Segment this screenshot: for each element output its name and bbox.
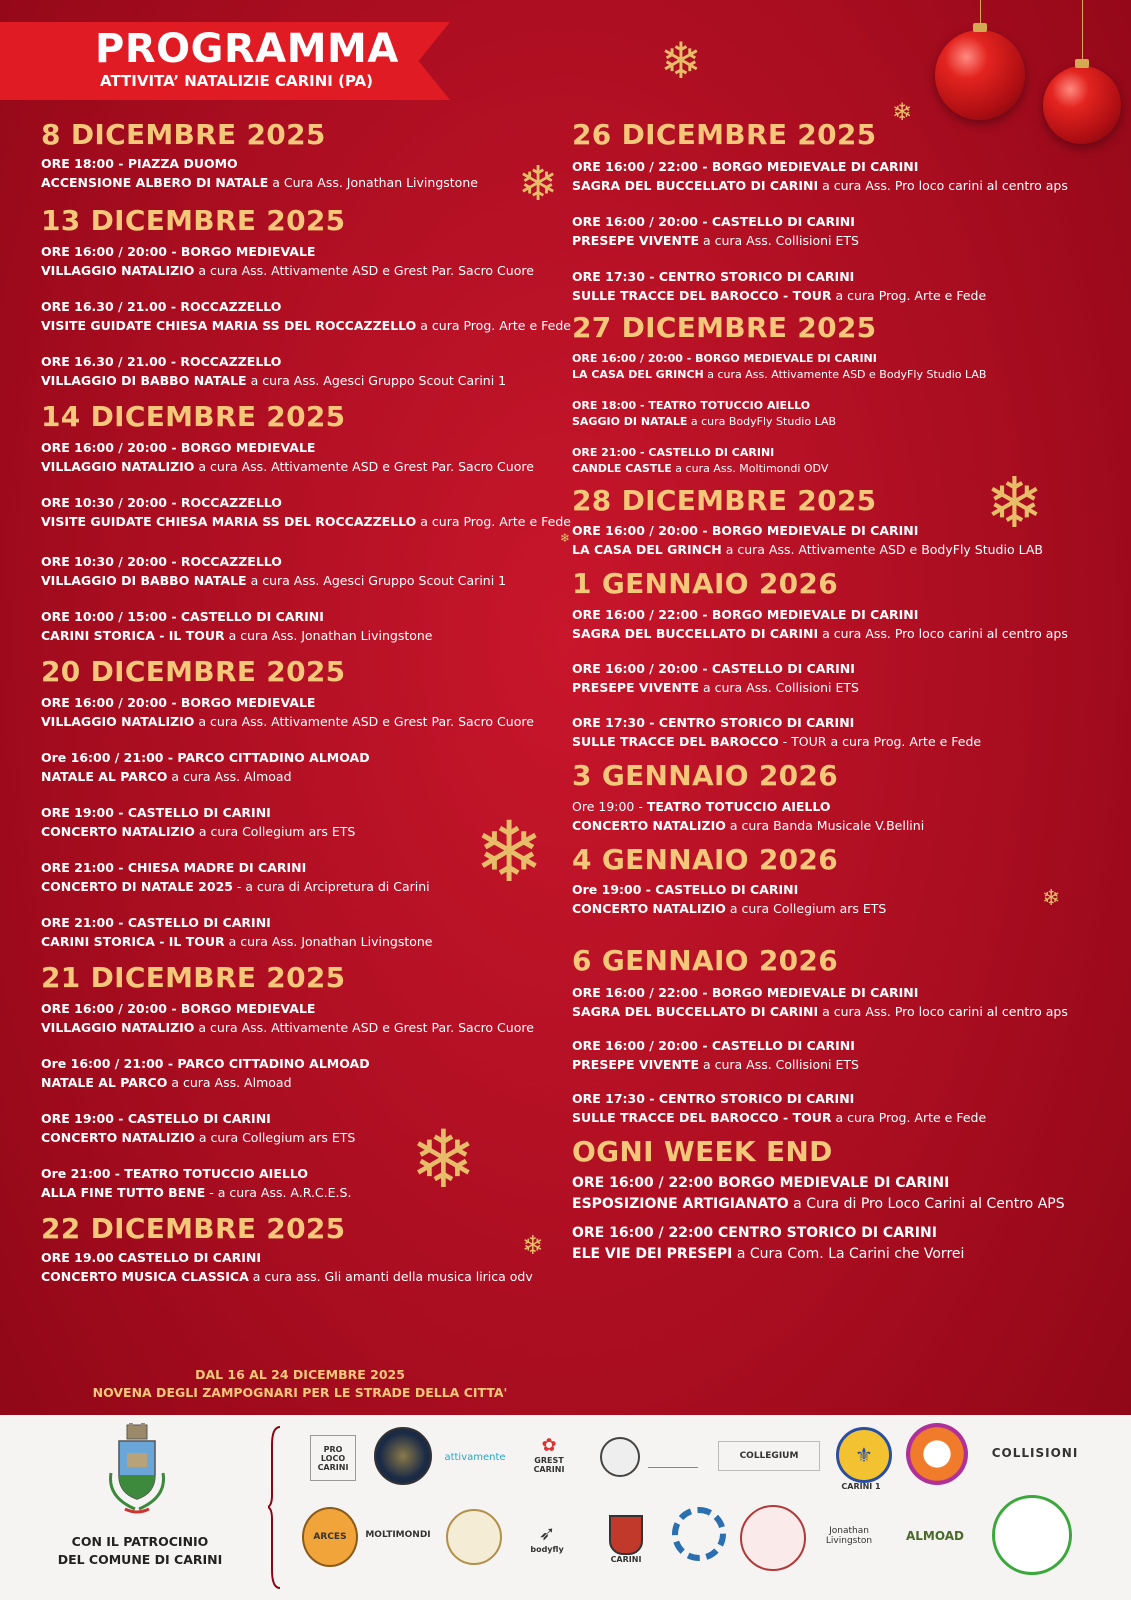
day-date: 27 DICEMBRE 2025 [572, 311, 877, 344]
event-title: NATALE AL PARCO [41, 1074, 168, 1090]
day-block [41, 655, 561, 951]
event-time-place: ORE 16:00 / 22:00 - BORGO MEDIEVALE DI CARINI [572, 607, 919, 622]
event-time-place: ORE 19.00 CASTELLO DI CARINI [41, 1250, 262, 1265]
event-organizer: a cura Prog. Arte e Fede [416, 513, 571, 529]
event-time-place: ORE 10:30 / 20:00 - ROCCAZZELLO [41, 495, 282, 510]
event-time-place: ORE 16:00 / 20:00 - CASTELLO DI CARINI [572, 214, 855, 229]
patronage-line: CON IL PATROCINIO [71, 1534, 209, 1549]
event [41, 694, 561, 731]
seal-logo-icon [600, 1437, 640, 1477]
event-organizer: a cura Ass. Collisioni ETS [698, 679, 859, 695]
event [41, 155, 561, 192]
event [41, 859, 561, 896]
sponsor-logos [300, 1425, 1120, 1595]
collisioni-logo: COLLISIONI [991, 1446, 1079, 1460]
day-date: 21 DICEMBRE 2025 [41, 961, 346, 994]
day-block [572, 944, 1092, 1127]
event [41, 1000, 561, 1037]
event [572, 606, 1092, 643]
event-organizer: a cura Ass. Pro loco carini al centro aps [818, 177, 1068, 193]
event-time-place: ORE 16:00 / 20:00 - BORGO MEDIEVALE [41, 695, 316, 710]
event [572, 213, 1092, 250]
event-organizer: a cura Prog. Arte e Fede [416, 317, 571, 333]
green-association-logo-icon [992, 1495, 1072, 1575]
day-block [41, 961, 561, 1206]
event-time-place: Ore 16:00 / 21:00 - PARCO CITTADINO ALMOAD [41, 1056, 370, 1071]
event [41, 494, 571, 531]
jonathan-livingston-logo: Jonathan Livingston [825, 1526, 873, 1546]
event-time-place: ORE 16:00 / 20:00 - BORGO MEDIEVALE [41, 244, 316, 259]
event-time-place: ORE 10:30 / 20:00 - ROCCAZZELLO [41, 554, 282, 569]
day-date: 22 DICEMBRE 2025 [41, 1212, 346, 1245]
confraternity-seal-icon [740, 1505, 806, 1571]
event [41, 914, 561, 951]
scout-label: CARINI 1 [841, 1481, 881, 1491]
event [572, 714, 1092, 751]
novena-dates: DAL 16 AL 24 DICEMBRE 2025 [195, 1367, 405, 1382]
day-date: 1 GENNAIO 2026 [572, 567, 838, 600]
event [41, 553, 561, 590]
brace-icon [268, 1425, 282, 1590]
event [41, 749, 561, 786]
snowflake-icon: ❄ [892, 98, 913, 126]
event [572, 1037, 1092, 1074]
event-title: PRESEPE VIVENTE [572, 232, 699, 248]
event-time-place: ORE 16:00 / 22:00 - BORGO MEDIEVALE DI CARINI [572, 985, 919, 1000]
event-organizer: a cura Ass. Pro loco carini al centro aps [818, 1003, 1068, 1019]
event-title: VISITE GUIDATE CHIESA MARIA SS DEL ROCCAZZELLO [41, 317, 417, 333]
event-time-place: ORE 17:30 - CENTRO STORICO DI CARINI [572, 715, 855, 730]
day-block [572, 843, 1092, 918]
event-time-place: ORE 19:00 - CASTELLO DI CARINI [41, 805, 271, 820]
event [572, 1223, 1092, 1265]
event-title: SAGGIO DI NATALE [572, 414, 688, 428]
day-block [41, 204, 571, 390]
event-title: PRESEPE VIVENTE [572, 1056, 699, 1072]
event-organizer: - TOUR a cura Prog. Arte e Fede [778, 733, 982, 749]
event-title: VILLAGGIO DI BABBO NATALE [41, 372, 247, 388]
event-title: CONCERTO DI NATALE 2025 [41, 878, 233, 894]
event-organizer: a Cura Com. La Carini che Vorrei [732, 1246, 965, 1262]
event-time-place: ORE 16:00 / 22:00 - BORGO MEDIEVALE DI CARINI [572, 159, 919, 174]
event-title: CARINI STORICA - IL TOUR [41, 933, 225, 949]
poster-title: PROGRAMMA [95, 26, 399, 72]
proloco-logo: PRO LOCO CARINI [310, 1435, 356, 1481]
day-date: OGNI WEEK END [572, 1135, 833, 1168]
day-date: 8 DICEMBRE 2025 [41, 118, 326, 151]
day-date: 13 DICEMBRE 2025 [41, 204, 346, 237]
event [41, 1249, 561, 1286]
event-title: CONCERTO NATALIZIO [41, 823, 195, 839]
day-block [572, 567, 1092, 751]
event-time-place: ORE 18:00 - PIAZZA DUOMO [41, 156, 238, 171]
event [41, 353, 561, 390]
event-organizer: a cura Ass. Attivamente ASD e BodyFly Studio LAB [721, 541, 1043, 557]
day-date: 28 DICEMBRE 2025 [572, 484, 877, 517]
event-title: CONCERTO NATALIZIO [572, 817, 726, 833]
event-time-place: ORE 21:00 - CASTELLO DI CARINI [572, 446, 775, 459]
event [572, 398, 1092, 429]
event [572, 660, 1092, 697]
event-organizer: - a cura Ass. A.R.C.E.S. [205, 1184, 352, 1200]
event-title: CONCERTO NATALIZIO [572, 900, 726, 916]
event-title: VILLAGGIO NATALIZIO [41, 1019, 195, 1035]
swallow-icon: ➶ [538, 1520, 556, 1545]
event-title: SULLE TRACCE DEL BAROCCO - TOUR [572, 287, 832, 303]
event-time-place: Ore 21:00 - TEATRO TOTUCCIO AIELLO [41, 1166, 308, 1181]
snowflake-icon: ❄ [560, 531, 571, 545]
event-organizer: a cura Ass. Almoad [167, 768, 292, 784]
event-organizer: a cura Ass. Agesci Gruppo Scout Carini 1 [246, 372, 507, 388]
event-place: TEATRO TOTUCCIO AIELLO [646, 799, 831, 814]
event-organizer: a cura Ass. Attivamente ASD e Grest Par. Sacro Cuore [194, 713, 534, 729]
event-time: Ore 19:00 - [572, 799, 647, 814]
event-title: SAGRA DEL BUCCELLATO DI CARINI [572, 177, 819, 193]
day-date: 14 DICEMBRE 2025 [41, 400, 346, 433]
event-organizer: a cura Ass. Pro loco carini al centro aps [818, 625, 1068, 641]
event [572, 881, 1092, 918]
event [572, 445, 1092, 476]
event [41, 243, 561, 280]
novena-note [40, 1366, 560, 1402]
event-organizer: a cura Ass. Jonathan Livingstone [224, 627, 433, 643]
event [41, 1110, 561, 1147]
left-column [41, 118, 571, 1286]
ornament-ball-icon [935, 30, 1025, 120]
snowflake-icon: ❄ [518, 156, 559, 212]
patronage-text [40, 1533, 240, 1569]
poster-subtitle: ATTIVITA’ NATALIZIE CARINI (PA) [100, 72, 374, 90]
event-title: LA CASA DEL GRINCH [572, 541, 722, 557]
event-organizer: a Cura di Pro Loco Carini al Centro APS [788, 1196, 1065, 1212]
event [41, 298, 571, 335]
event-time-place: ORE 16:00 / 20:00 - CASTELLO DI CARINI [572, 1038, 855, 1053]
scout-logo [836, 1427, 892, 1483]
event-organizer: a cura Ass. Agesci Gruppo Scout Carini 1 [246, 572, 507, 588]
event-title: ACCENSIONE ALBERO DI NATALE [41, 174, 269, 190]
event-time-place: ORE 17:30 - CENTRO STORICO DI CARINI [572, 269, 855, 284]
event [41, 439, 561, 476]
event-title: PRESEPE VIVENTE [572, 679, 699, 695]
dance-logo-icon [906, 1423, 968, 1485]
day-date: 26 DICEMBRE 2025 [572, 118, 877, 151]
snowflake-icon: ❄ [474, 803, 545, 901]
event-time-place: ORE 16:00 / 22:00 CENTRO STORICO DI CARINI [572, 1225, 937, 1241]
event-time-place: ORE 16:00 / 20:00 - CASTELLO DI CARINI [572, 661, 855, 676]
event-title: CARINI STORICA - IL TOUR [41, 627, 225, 643]
event-organizer: a cura Ass. Attivamente ASD e BodyFly Studio LAB [703, 367, 987, 381]
event-organizer: a cura Prog. Arte e Fede [831, 287, 987, 303]
snowflake-icon: ❄ [985, 462, 1044, 544]
event-title: VILLAGGIO DI BABBO NATALE [41, 572, 247, 588]
moltimondi-logo: MOLTIMONDI [365, 1530, 431, 1540]
event-organizer: a cura Ass. Attivamente ASD e Grest Par. Sacro Cuore [194, 458, 534, 474]
event [572, 1090, 1092, 1127]
snowflake-icon: ❄ [522, 1231, 544, 1261]
event-time-place: ORE 16:00 / 20:00 - BORGO MEDIEVALE [41, 440, 316, 455]
event-time-place: ORE 16.30 / 21.00 - ROCCAZZELLO [41, 299, 282, 314]
event-title: VILLAGGIO NATALIZIO [41, 262, 195, 278]
event-time-place: Ore 16:00 / 21:00 - PARCO CITTADINO ALMOAD [41, 750, 370, 765]
right-column [572, 118, 1092, 1265]
attivamente-logo: attivamente [444, 1451, 506, 1463]
event-title: NATALE AL PARCO [41, 768, 168, 784]
day-block [41, 118, 561, 192]
event-organizer: a cura ass. Gli amanti della musica lirica odv [248, 1268, 533, 1284]
patronage-line: DEL COMUNE DI CARINI [57, 1552, 223, 1567]
grest-logo: ✿ GREST CARINI [533, 1434, 565, 1474]
carini-crest-logo: CARINI [604, 1509, 648, 1569]
event-time-place: ORE 16:00 / 20:00 - BORGO MEDIEVALE DI CARINI [572, 523, 919, 538]
event [41, 1165, 561, 1202]
event-organizer: a cura Ass. Attivamente ASD e Grest Par. Sacro Cuore [194, 262, 534, 278]
event [572, 522, 1092, 559]
event-title: ALLA FINE TUTTO BENE [41, 1184, 206, 1200]
event-title: LA CASA DEL GRINCH [572, 367, 704, 381]
event-time-place: Ore 19:00 - CASTELLO DI CARINI [572, 882, 799, 897]
day-block [572, 759, 1092, 835]
event-title: ELE VIE DEI PRESEPI [572, 1246, 733, 1262]
day-block [572, 311, 1092, 476]
event-organizer: a cura Collegium ars ETS [194, 823, 356, 839]
event-title: SULLE TRACCE DEL BAROCCO - TOUR [572, 1109, 832, 1125]
day-date: 20 DICEMBRE 2025 [41, 655, 346, 688]
collegium-logo: COLLEGIUM [718, 1441, 820, 1471]
event-title: ESPOSIZIONE ARTIGIANATO [572, 1196, 789, 1212]
event-time-place: ORE 21:00 - CASTELLO DI CARINI [41, 915, 271, 930]
event-organizer: a cura Banda Musicale V.Bellini [725, 817, 925, 833]
event-organizer: a cura Ass. Collisioni ETS [698, 232, 859, 248]
event-organizer: a cura Ass. Moltimondi ODV [671, 461, 829, 475]
event-organizer: a cura Ass. Attivamente ASD e Grest Par. Sacro Cuore [194, 1019, 534, 1035]
association-seal-icon [374, 1427, 432, 1485]
ornament-string [1082, 0, 1083, 64]
event [572, 798, 1092, 835]
event [41, 608, 561, 645]
event-title: SULLE TRACCE DEL BAROCCO [572, 733, 779, 749]
event-title: CANDLE CASTLE [572, 461, 672, 475]
event-time-place: ORE 21:00 - CHIESA MADRE DI CARINI [41, 860, 307, 875]
fleur-de-lis-icon: ⚜ [855, 1443, 873, 1467]
event-title: SAGRA DEL BUCCELLATO DI CARINI [572, 625, 819, 641]
event-title: CONCERTO MUSICA CLASSICA [41, 1268, 249, 1284]
novena-text: NOVENA DEGLI ZAMPOGNARI PER LE STRADE DELLA CITTA' [92, 1385, 508, 1400]
gear-community-logo-icon [672, 1507, 726, 1561]
event-organizer: a cura Prog. Arte e Fede [831, 1109, 987, 1125]
event-time-place: ORE 16.30 / 21.00 - ROCCAZZELLO [41, 354, 282, 369]
event-time-place: ORE 16:00 / 20:00 - BORGO MEDIEVALE [41, 1001, 316, 1016]
event-title: VILLAGGIO NATALIZIO [41, 458, 195, 474]
day-block [572, 118, 1092, 305]
event-time-place: ORE 16:00 / 22:00 BORGO MEDIEVALE DI CARINI [572, 1175, 950, 1191]
event-organizer: a cura Collegium ars ETS [194, 1129, 356, 1145]
event-time-place: ORE 16:00 / 20:00 - BORGO MEDIEVALE DI CARINI [572, 352, 877, 365]
day-date: 4 GENNAIO 2026 [572, 843, 838, 876]
day-block [41, 1212, 561, 1286]
event-title: SAGRA DEL BUCCELLATO DI CARINI [572, 1003, 819, 1019]
event-title: VISITE GUIDATE CHIESA MARIA SS DEL ROCCAZZELLO [41, 513, 417, 529]
event-time-place: ORE 18:00 - TEATRO TOTUCCIO AIELLO [572, 399, 811, 412]
event [572, 268, 1092, 305]
flower-icon: ✿ [541, 1434, 557, 1456]
event [572, 1173, 1092, 1215]
event [41, 1055, 561, 1092]
event [572, 984, 1092, 1021]
arces-logo: ARCES [302, 1507, 358, 1567]
snowflake-icon: ❄ [1042, 886, 1061, 911]
event-organizer: - a cura di Arcipretura di Carini [232, 878, 430, 894]
arte-fede-logo-icon [648, 1443, 698, 1468]
lyric-music-seal-icon [446, 1509, 502, 1565]
event-title: CONCERTO NATALIZIO [41, 1129, 195, 1145]
snowflake-icon: ❄ [410, 1113, 478, 1206]
carini-crest-icon [105, 1423, 169, 1519]
snowflake-icon: ❄ [660, 32, 702, 90]
day-block [572, 484, 1092, 559]
event-organizer: a Cura Ass. Jonathan Livingstone [268, 174, 478, 190]
almoad-logo: ALMOAD [905, 1529, 964, 1543]
day-block [572, 1135, 1092, 1265]
day-block [41, 400, 571, 645]
event-organizer: a cura Ass. Collisioni ETS [698, 1056, 859, 1072]
day-date: 3 GENNAIO 2026 [572, 759, 838, 792]
bodyfly-logo: ➶ bodyfly [530, 1520, 564, 1554]
event-time-place: ORE 17:30 - CENTRO STORICO DI CARINI [572, 1091, 855, 1106]
event-organizer: a cura Ass. Almoad [167, 1074, 292, 1090]
event [572, 351, 1092, 382]
event-organizer: a cura Collegium ars ETS [725, 900, 887, 916]
event [572, 158, 1092, 195]
event-title: VILLAGGIO NATALIZIO [41, 713, 195, 729]
event-time-place: ORE 10:00 / 15:00 - CASTELLO DI CARINI [41, 609, 324, 624]
event-organizer: a cura Ass. Jonathan Livingstone [224, 933, 433, 949]
sponsor-footer [0, 1415, 1131, 1600]
event-time-place: ORE 19:00 - CASTELLO DI CARINI [41, 1111, 271, 1126]
event [41, 804, 561, 841]
shield-icon [609, 1515, 643, 1555]
event-organizer: a cura BodyFly Studio LAB [687, 414, 837, 428]
day-date: 6 GENNAIO 2026 [572, 944, 838, 977]
